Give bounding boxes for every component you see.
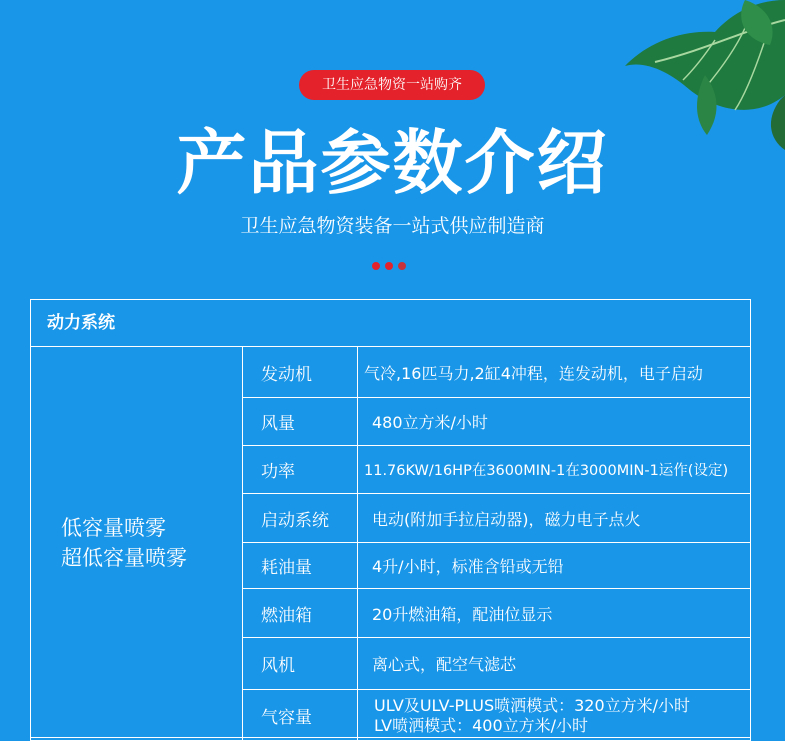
table-row: [243, 446, 750, 494]
table-row: [243, 347, 750, 398]
param-value: 11.76KW/16HP在3600MIN-1在3000MIN-1运作(设定): [364, 463, 729, 479]
param-name: 风机: [243, 638, 358, 689]
param-value: 离心式，配空气滤芯: [372, 655, 517, 674]
promo-badge: 卫生应急物资一站购齐: [299, 70, 485, 100]
spec-rows: [243, 347, 750, 741]
param-name: 风量: [243, 398, 358, 445]
table-row: [243, 398, 750, 446]
param-name: 启动系统: [243, 494, 358, 542]
param-value: 20升燃油箱，配油位显示: [372, 604, 553, 624]
table-row: [243, 690, 750, 741]
table-row: [243, 543, 750, 589]
table-row: [243, 589, 750, 638]
page-subtitle: 卫生应急物资装备一站式供应制造商: [240, 215, 545, 237]
page-title: 产品参数介绍: [176, 122, 609, 204]
param-value-line-1: ULV及ULV-PLUS喷洒模式：320立方米/小时: [374, 695, 691, 715]
param-value-line-2: LV喷洒模式：400立方米/小时: [374, 715, 589, 735]
category-cell: [31, 347, 243, 741]
table-body: [31, 347, 750, 741]
dot-1: [372, 262, 380, 270]
param-value: 4升/小时，标准含铅或无铅: [372, 557, 564, 576]
table-bottom-border: [30, 737, 751, 738]
category-line-1: 低容量喷雾: [61, 516, 166, 540]
table-row: [243, 638, 750, 690]
carousel-dots-icon: [372, 262, 406, 270]
param-name: 燃油箱: [243, 589, 358, 637]
param-value: 480立方米/小时: [372, 413, 488, 432]
param-value: [358, 690, 750, 741]
category-label: [61, 513, 187, 573]
table-row: [243, 494, 750, 543]
dot-2: [385, 262, 393, 270]
param-name: 功率: [243, 446, 358, 493]
param-name: 发动机: [243, 347, 358, 397]
spec-table: [30, 299, 751, 741]
param-value: 气冷,16匹马力,2缸4冲程，连发动机，电子启动: [364, 363, 703, 383]
table-header: 动力系统: [31, 300, 750, 347]
param-value: 电动(附加手拉启动器)，磁力电子点火: [372, 509, 641, 529]
param-name: 耗油量: [243, 543, 358, 588]
category-line-2: 超低容量喷雾: [61, 546, 187, 570]
dot-3: [398, 262, 406, 270]
param-name: 气容量: [243, 690, 358, 741]
